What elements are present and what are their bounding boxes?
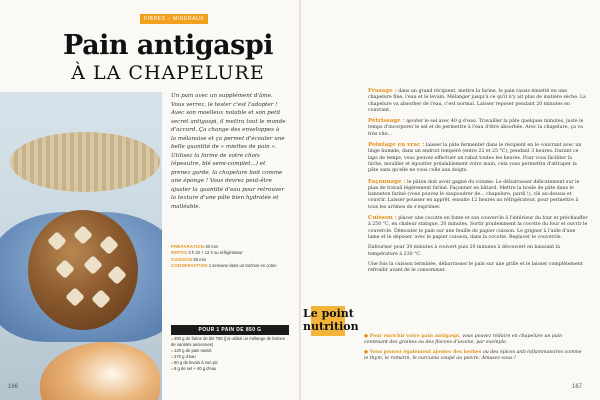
nutrition-title: Le point nutrition xyxy=(303,306,361,336)
bread-score xyxy=(107,265,127,285)
ingredients-header: POUR 1 PAIN DE 850 G xyxy=(171,325,289,335)
bread-score xyxy=(65,287,85,307)
bread-score xyxy=(91,289,111,309)
bread-score xyxy=(83,255,103,275)
photo-bread xyxy=(28,210,138,330)
ingredient-item: ● 120 g de pain rassis xyxy=(171,348,289,354)
ingredients-list xyxy=(171,336,289,372)
photo-basket xyxy=(10,132,160,192)
recipe-title: Pain antigaspi xyxy=(63,30,273,61)
recipe-steps xyxy=(368,88,588,278)
bread-photo xyxy=(0,92,162,400)
ingredient-item: ● 400 g de farine de blé T80 (j'ai utilisé un mélange de farines de variétés anciennes) xyxy=(171,336,289,348)
time-row: REPOS 3 h 20 + 12 h au réfrigérateur xyxy=(171,250,243,256)
recipe-times xyxy=(171,244,286,269)
step-paragraph: Pétrissage : ajouter le sel avec 40 g d'eau. Travailler la pâte quelques minutes, juste le temps d'incorporer le sel et de permettre à l'eau d'être absorbée. Avec la chapelure, ça va très vite... xyxy=(368,118,584,137)
photo-cat xyxy=(40,342,160,400)
ingredient-item: ● 8 g de sel + 40 g d'eau xyxy=(171,366,289,372)
step-paragraph: Enfourner pour 30 minutes à couvert puis 20 minutes à découvert en baissant la température à 230 °C. xyxy=(368,245,560,257)
section-tag: FIBRES – MINÉRAUX xyxy=(140,14,208,24)
page-number-right: 167 xyxy=(572,384,583,390)
bread-score xyxy=(73,225,93,245)
ingredient-item: ● 370 g d'eau xyxy=(171,354,289,360)
time-row: CONSERVATION 1 semaine dans un torchon en coton xyxy=(171,262,277,268)
step-paragraph: Façonnage : le pâton doit avoir gagné du volume. Le débarrasser délicatement sur le plan de travail légèrement fariné. Façonner en bâtard. Mettre la boule de pâte dans le banneton fariné (vous pouvez le saupoudrer de... chapelure, pardi !), clé au-dessus et couvrir. Laisser pousser en apprêt, ensuite 12 heures au réfrigérateur, pour permettre à tous les arômes de s'exprimer. xyxy=(368,178,580,210)
nutrition-item: ● Pour enrichir votre pain antigaspi, vous pouvez réduire en chapelure un pain contenant des graines ou des flocons d'avoine, par exemple. xyxy=(364,334,586,347)
intro-text: Un pain avec un supplément d'âme. Vous verrez, le tester c'est l'adopter ! Avec son moelleux notable et son petit secret antigaspi, il mettra tout le monde d'accord. Ça change des enveloppes à la mélanaise et ça permet d'écouler une belle quantité de « miettes de pain ». Utilisez la farine de votre choix (épeautre, blé semi-complet...) et prenez garde, la chapelure boit comme une éponge ! Vous devrez peut-être ajuster la quantité d'eau pour retrouver la texture d'une pâte bien hydratée et malléable. xyxy=(171,93,286,210)
nutrition-list xyxy=(364,334,586,365)
nutrition-item: ● Vous pouvez également ajouter des herbes ou des épices anti-inflammatoires comme le thym, le romarin, le curcuma coupé au poivre. Amusez-vous ! xyxy=(364,350,586,363)
recipe-subtitle: À LA CHAPELURE xyxy=(71,62,265,84)
bread-score xyxy=(55,259,75,279)
step-paragraph: Une fois la cuisson terminée, débarrasser le pain sur une grille et le laisser complètement refroidir avant de le consommer. xyxy=(368,261,583,274)
page-number-left: 166 xyxy=(8,384,19,390)
time-row: PRÉPARATION 20 min xyxy=(171,244,218,249)
step-paragraph: Frasage : dans un grand récipient, mettre la farine, le pain rassis émietté en une chapelure fine, l'eau et le levain. Mélanger jusqu'à ce qu'il n'y ait plus de matière sèche. La chapelure va absorber de l'eau, c'est normal. Laisser reposer pendant 20 minutes en couvrant. xyxy=(368,88,586,113)
time-row: CUISSON 50 min xyxy=(171,256,206,262)
step-paragraph: Pointage en vrac : laisser la pâte fermenter dans le récipient en le couvrant avec un linge humide, dans un endroit tempéré (entre 22 et 25 °C), pendant 3 heures. Durant ce laps de temps, vous pouvez effectuer un rabat toutes les heures. Pour vous faciliter la tâche, mouiller et égoutter préalablement votre main, cela vous permettra d'attraper la pâte sans qu'elle ne vous colle aux doigts. xyxy=(368,142,582,174)
bread-score xyxy=(99,235,119,255)
bread-score xyxy=(47,231,67,251)
book-gutter xyxy=(299,0,301,400)
ingredient-item: ● 80 g de levain à son pic xyxy=(171,360,289,366)
step-paragraph: Cuisson : placer une cocotte en fonte et son couvercle à l'intérieur du four et préchauffer à 250 °C, en chaleur statique, 20 minutes. Sortir prudemment la cocotte du four et ouvrir le couvercle. Démouler le pain sur une feuille de papier cuisson. Le grigner à l'aide d'une lame et le déposer, avec le papier cuisson, dans la cocotte. Replacer le couvercle. xyxy=(368,215,588,240)
